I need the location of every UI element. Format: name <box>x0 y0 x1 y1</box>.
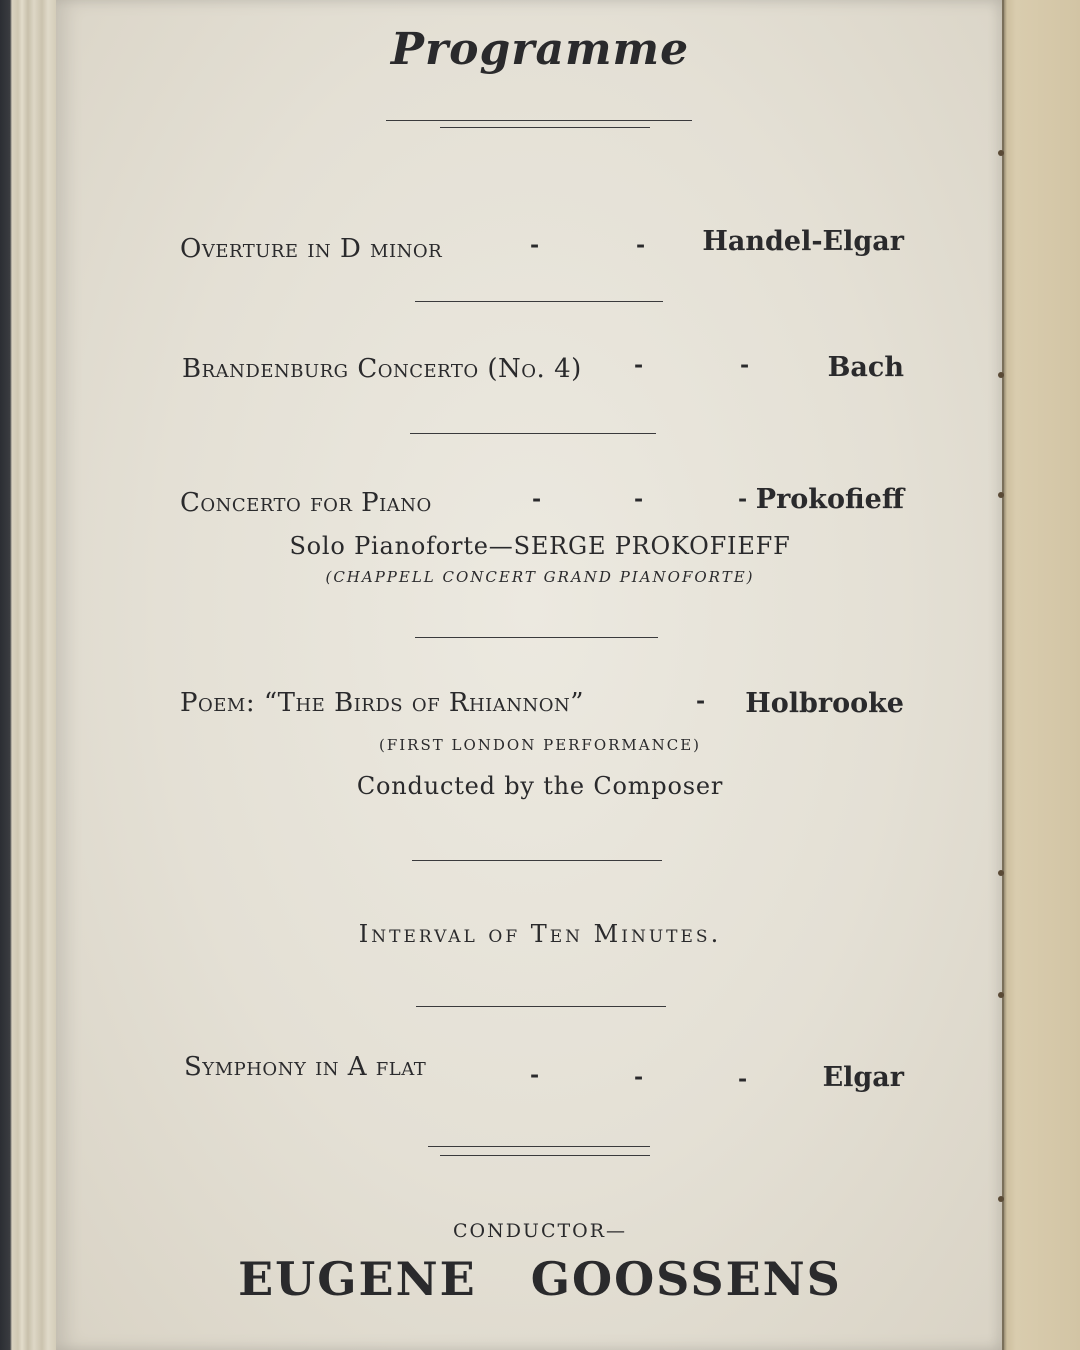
work-title <box>184 1052 426 1082</box>
binding-stitch <box>998 150 1004 156</box>
work-title-text: Concerto for Piano <box>180 488 432 518</box>
title-rule <box>440 127 650 128</box>
conductor-name: EUGENE GOOSSENS <box>238 1252 842 1306</box>
composer-name: Holbrooke <box>745 688 904 719</box>
binding-stitch <box>998 992 1004 998</box>
programme-page <box>56 0 1002 1350</box>
piano-note: (CHAPPELL CONCERT GRAND PIANOFORTE) <box>325 568 755 586</box>
next-page-edge <box>1002 0 1080 1350</box>
binding-stitch <box>998 372 1004 378</box>
leader-dash: - <box>740 352 750 378</box>
divider-rule <box>415 301 663 302</box>
conductor-label: CONDUCTOR— <box>452 1220 628 1242</box>
work-title-text: Symphony in A flat <box>184 1052 427 1082</box>
leader-dash: - <box>530 232 540 258</box>
soloist-line: Solo Pianoforte—SERGE PROKOFIEFF <box>289 532 791 560</box>
binding-stitch <box>998 1196 1004 1202</box>
conducted-by-note: Conducted by the Composer <box>356 772 724 800</box>
work-title-text: Poem: “The Birds of Rhiannon” <box>180 688 585 718</box>
work-title-text: Brandenburg Concerto (No. 4) <box>182 354 582 384</box>
leader-dash: - <box>634 352 644 378</box>
leader-dash: - <box>532 486 542 512</box>
leader-dash: - <box>634 486 644 512</box>
work-title <box>182 354 582 384</box>
binding-stitch <box>998 870 1004 876</box>
composer-name: Bach <box>827 352 904 383</box>
leader-dash: - <box>738 1066 748 1092</box>
divider-rule <box>412 860 662 861</box>
leader-dash: - <box>696 688 706 714</box>
composer-name: Prokofieff <box>755 484 904 515</box>
first-performance-note: (FIRST LONDON PERFORMANCE) <box>378 736 702 754</box>
work-title <box>180 688 584 718</box>
leader-dash: - <box>636 232 646 258</box>
leader-dash: - <box>738 486 748 512</box>
work-title <box>180 234 442 264</box>
leader-dash: - <box>634 1064 644 1090</box>
divider-rule <box>416 1006 666 1007</box>
title-rule <box>386 120 692 121</box>
leader-dash: - <box>530 1062 540 1088</box>
closing-rule <box>440 1155 650 1156</box>
composer-name: Handel-Elgar <box>702 226 904 257</box>
work-title-text: Overture in D minor <box>180 234 443 264</box>
work-title <box>180 488 432 518</box>
interval-notice: Interval of Ten Minutes. <box>358 920 722 948</box>
page-title: Programme <box>390 24 690 75</box>
composer-name: Elgar <box>822 1062 904 1093</box>
divider-rule <box>410 433 656 434</box>
binding-stitch <box>998 492 1004 498</box>
divider-rule <box>415 637 658 638</box>
closing-rule <box>428 1146 650 1147</box>
